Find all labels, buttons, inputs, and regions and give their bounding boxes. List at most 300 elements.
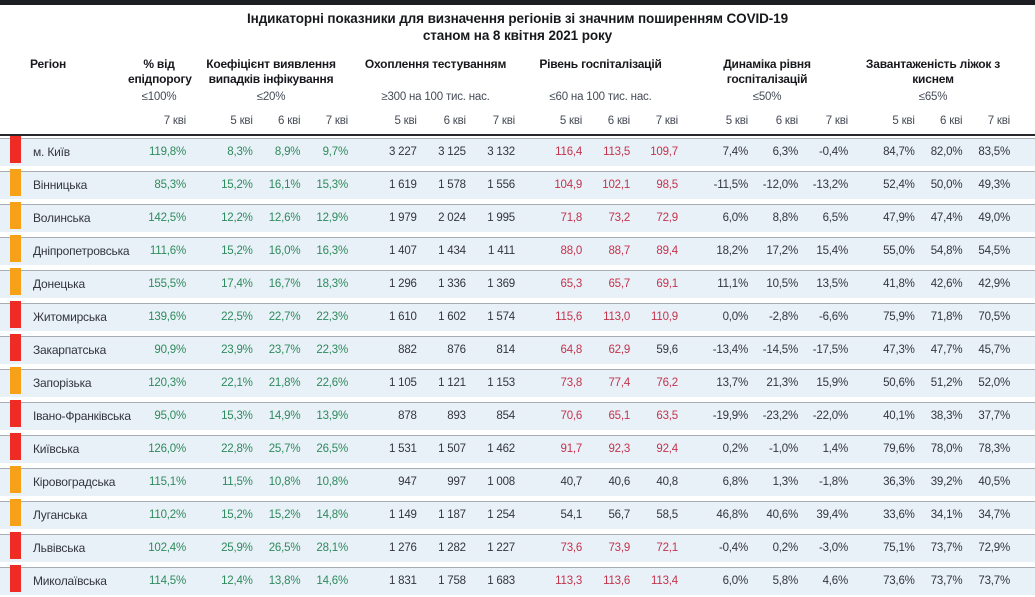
cell-hosp: 113,4 <box>651 575 678 587</box>
cell-test: 882 <box>398 344 417 356</box>
table-row <box>0 303 1035 331</box>
cell-test: 1 276 <box>388 542 417 554</box>
cell-group-coef <box>190 238 352 265</box>
cell-group-hosp <box>519 403 682 430</box>
cell-beds: 79,6% <box>883 443 915 455</box>
cell-group-dyn <box>682 568 852 595</box>
date-subheader-epid: 7 кві <box>163 115 186 127</box>
region-column-header: Регіон <box>30 57 67 71</box>
cell-dyn: 0,2% <box>772 542 798 554</box>
cell-group-test <box>352 304 519 331</box>
cell-epid-threshold-pct: 139,6% <box>148 311 186 323</box>
cell-test: 1 619 <box>388 179 417 191</box>
cell-coef: 12,4% <box>221 575 253 587</box>
indicators-table-body <box>0 134 1035 595</box>
cell-hosp: 65,3 <box>560 278 583 290</box>
cell-test: 1 411 <box>488 245 515 257</box>
cell-dyn: 7,4% <box>722 146 748 158</box>
cell-test: 3 227 <box>388 146 417 158</box>
cell-hosp: 91,7 <box>560 443 583 455</box>
cell-beds: 47,4% <box>930 212 963 224</box>
cell-test: 1 531 <box>388 443 417 455</box>
cell-hosp: 89,4 <box>656 245 678 257</box>
row-status-indicator <box>10 136 21 163</box>
cell-hosp: 72,9 <box>656 212 678 224</box>
cell-dyn: -1,8% <box>818 476 848 488</box>
cell-group-test <box>352 436 519 463</box>
header-dates <box>10 115 1035 127</box>
cell-group-test <box>352 337 519 364</box>
cell-group-coef <box>190 469 352 496</box>
cell-hosp: 92,3 <box>608 443 631 455</box>
table-row <box>0 204 1035 232</box>
cell-coef: 9,7% <box>322 146 348 158</box>
page-title-line1: Індикаторні показники для визначення регіонів зі значним поширенням COVID-19 <box>246 11 788 26</box>
cell-epid-threshold-pct: 114,5% <box>149 575 186 587</box>
header-group-labels <box>10 57 1035 88</box>
cell-dyn: 5,8% <box>772 575 798 587</box>
cell-dyn: 11,1% <box>717 278 748 290</box>
cell-group-coef <box>190 370 352 397</box>
cell-beds: 78,3% <box>978 443 1010 455</box>
cell-dyn: 13,7% <box>716 377 748 389</box>
date-subheader: 7 кві <box>492 115 515 127</box>
cell-hosp: 110,9 <box>651 311 678 323</box>
row-status-indicator <box>10 334 21 361</box>
table-row <box>0 435 1035 463</box>
cell-coef: 8,3% <box>227 146 253 158</box>
cell-hosp: 73,9 <box>608 542 631 554</box>
cell-test: 1 254 <box>487 509 515 521</box>
cell-test: 3 125 <box>438 146 466 158</box>
cell-hosp: 73,8 <box>560 377 583 389</box>
cell-epid-threshold-pct: 110,2% <box>149 509 186 521</box>
cell-coef: 22,7% <box>268 311 301 323</box>
cell-group-beds <box>852 304 1014 331</box>
cell-test: 1 556 <box>487 179 515 191</box>
cell-beds: 50,6% <box>883 377 915 389</box>
cell-group-beds <box>852 436 1014 463</box>
cell-group-dyn <box>682 436 852 463</box>
cell-test: 1 507 <box>438 443 466 455</box>
cell-dyn: 46,8% <box>716 509 748 521</box>
cell-coef: 12,2% <box>221 212 253 224</box>
cell-dyn: 1,4% <box>822 443 848 455</box>
row-status-indicator <box>10 169 21 196</box>
date-subheader: 7 кві <box>655 115 678 127</box>
date-subheader: 6 кві <box>443 115 466 127</box>
cell-coef: 22,6% <box>316 377 348 389</box>
date-subheader: 5 кві <box>559 115 583 127</box>
cell-coef: 12,9% <box>316 212 348 224</box>
cell-test: 3 132 <box>487 146 515 158</box>
row-status-indicator <box>10 565 21 592</box>
cell-group-hosp <box>519 568 682 595</box>
cell-group-hosp <box>519 271 682 298</box>
cell-group-beds <box>852 469 1014 496</box>
cell-dyn: 40,6% <box>766 509 798 521</box>
cell-hosp: 116,4 <box>555 146 583 158</box>
cell-group-coef <box>190 568 352 595</box>
cell-dyn: -11,5% <box>713 179 748 191</box>
cell-group-dyn <box>682 337 852 364</box>
region-name: Київська <box>33 442 80 456</box>
cell-hosp: 40,6 <box>608 476 631 488</box>
cell-group-hosp <box>519 469 682 496</box>
cell-beds: 55,0% <box>883 245 915 257</box>
cell-group-beds <box>852 370 1014 397</box>
column-group-label-test: Охоплення тестуванням <box>364 57 507 71</box>
cell-dyn: 1,3% <box>772 476 798 488</box>
cell-dyn: 39,4% <box>816 509 848 521</box>
cell-test: 1 574 <box>487 311 515 323</box>
cell-group-hosp <box>519 304 682 331</box>
cell-group-dyn <box>682 502 852 529</box>
region-name: Житомирська <box>33 310 107 324</box>
cell-hosp: 113,6 <box>603 575 631 587</box>
cell-beds: 40,1% <box>883 410 915 422</box>
region-name: Закарпатська <box>33 343 107 357</box>
cell-beds: 45,7% <box>978 344 1010 356</box>
cell-hosp: 104,9 <box>554 179 583 191</box>
region-name: Донецька <box>33 277 85 291</box>
cell-hosp: 88,0 <box>560 245 583 257</box>
cell-group-coef <box>190 172 352 199</box>
cell-test: 814 <box>496 344 515 356</box>
cell-beds: 54,5% <box>978 245 1010 257</box>
cell-hosp: 73,6 <box>560 542 583 554</box>
cell-coef: 22,8% <box>221 443 253 455</box>
cell-epid-threshold-pct: 102,4% <box>148 542 186 554</box>
cell-test: 1 602 <box>438 311 466 323</box>
cell-group-beds <box>852 568 1014 595</box>
cell-hosp: 62,9 <box>608 344 631 356</box>
cell-coef: 10,8% <box>268 476 301 488</box>
cell-test: 878 <box>398 410 417 422</box>
cell-group-coef <box>190 304 352 331</box>
cell-epid-threshold-pct: 95,0% <box>154 410 186 422</box>
cell-group-beds <box>852 139 1014 166</box>
cell-beds: 49,3% <box>978 179 1010 191</box>
cell-beds: 54,8% <box>930 245 963 257</box>
cell-dyn: 13,5% <box>816 278 848 290</box>
table-row <box>0 501 1035 529</box>
cell-beds: 83,5% <box>978 146 1010 158</box>
date-subheader: 6 кві <box>940 115 963 127</box>
page-title-line2: станом на 8 квітня 2021 року <box>422 28 613 43</box>
cell-coef: 26,5% <box>316 443 348 455</box>
date-subheaders-beds <box>852 115 1014 127</box>
cell-beds: 73,7% <box>930 542 963 554</box>
cell-dyn: 10,5% <box>766 278 798 290</box>
cell-group-beds <box>852 535 1014 562</box>
cell-beds: 34,7% <box>978 509 1010 521</box>
cell-dyn: 6,3% <box>772 146 798 158</box>
cell-hosp: 71,8 <box>560 212 583 224</box>
cell-group-beds <box>852 238 1014 265</box>
cell-dyn: 18,2% <box>716 245 748 257</box>
cell-coef: 22,3% <box>316 311 348 323</box>
cell-epid-threshold-pct: 155,5% <box>148 278 186 290</box>
cell-coef: 13,8% <box>268 575 301 587</box>
cell-dyn: -17,5% <box>812 344 848 356</box>
header-thresholds <box>10 91 1035 103</box>
cell-hosp: 113,3 <box>555 575 583 587</box>
table-row <box>0 468 1035 496</box>
cell-dyn: 8,8% <box>772 212 798 224</box>
cell-beds: 39,2% <box>930 476 963 488</box>
cell-test: 1 758 <box>438 575 466 587</box>
cell-coef: 13,9% <box>316 410 348 422</box>
cell-test: 1 149 <box>388 509 417 521</box>
cell-group-test <box>352 172 519 199</box>
cell-group-dyn <box>682 304 852 331</box>
cell-dyn: -0,4% <box>818 146 848 158</box>
cell-hosp: 65,1 <box>608 410 631 422</box>
table-row <box>0 534 1035 562</box>
cell-beds: 75,1% <box>883 542 915 554</box>
cell-coef: 12,6% <box>268 212 301 224</box>
cell-beds: 72,9% <box>978 542 1010 554</box>
cell-beds: 36,3% <box>883 476 915 488</box>
date-subheader: 5 кві <box>892 115 915 127</box>
cell-hosp: 92,4 <box>656 443 678 455</box>
cell-test: 854 <box>496 410 515 422</box>
cell-dyn: 21,3% <box>766 377 798 389</box>
table-row <box>0 270 1035 298</box>
cell-dyn: -1,0% <box>768 443 798 455</box>
cell-coef: 18,3% <box>316 278 348 290</box>
cell-group-hosp <box>519 172 682 199</box>
page-title <box>0 10 1035 44</box>
row-status-indicator <box>10 466 21 493</box>
cell-coef: 15,2% <box>221 179 253 191</box>
cell-beds: 37,7% <box>978 410 1010 422</box>
cell-dyn: 15,9% <box>816 377 848 389</box>
cell-group-hosp <box>519 238 682 265</box>
cell-group-coef <box>190 502 352 529</box>
date-subheader: 6 кві <box>278 115 301 127</box>
cell-test: 1 578 <box>438 179 466 191</box>
cell-group-dyn <box>682 271 852 298</box>
date-subheaders-hosp <box>519 115 682 127</box>
cell-beds: 47,9% <box>883 212 915 224</box>
cell-hosp: 59,6 <box>656 344 678 356</box>
cell-dyn: -6,6% <box>818 311 848 323</box>
cell-coef: 8,9% <box>274 146 301 158</box>
cell-dyn: -14,5% <box>762 344 798 356</box>
table-row <box>0 402 1035 430</box>
cell-group-coef <box>190 337 352 364</box>
table-row <box>0 567 1035 595</box>
region-name: Дніпропетровська <box>33 244 130 258</box>
region-name: Кіровоградська <box>33 475 116 489</box>
cell-dyn: -12,0% <box>762 179 798 191</box>
cell-test: 997 <box>447 476 466 488</box>
region-name: Миколаївська <box>33 574 107 588</box>
cell-coef: 15,2% <box>221 245 253 257</box>
cell-beds: 70,5% <box>978 311 1010 323</box>
cell-test: 876 <box>447 344 466 356</box>
cell-group-test <box>352 238 519 265</box>
cell-coef: 28,1% <box>316 542 348 554</box>
region-name: Вінницька <box>33 178 88 192</box>
column-threshold-coef: ≤20% <box>256 91 286 103</box>
cell-dyn: 6,8% <box>722 476 748 488</box>
column-threshold-epid: ≤100% <box>141 91 177 103</box>
cell-beds: 52,0% <box>978 377 1010 389</box>
region-name: Львівська <box>33 541 86 555</box>
cell-group-coef <box>190 403 352 430</box>
cell-dyn: 4,6% <box>822 575 848 587</box>
cell-group-dyn <box>682 535 852 562</box>
cell-test: 1 336 <box>438 278 466 290</box>
cell-group-beds <box>852 172 1014 199</box>
row-status-indicator <box>10 499 21 526</box>
cell-beds: 84,7% <box>883 146 915 158</box>
table-row <box>0 171 1035 199</box>
cell-group-dyn <box>682 370 852 397</box>
cell-test: 1 282 <box>438 542 466 554</box>
cell-dyn: -22,0% <box>812 410 848 422</box>
cell-beds: 73,7% <box>978 575 1010 587</box>
cell-beds: 47,3% <box>883 344 915 356</box>
cell-hosp: 40,7 <box>560 476 583 488</box>
cell-dyn: 0,2% <box>722 443 748 455</box>
cell-dyn: -13,2% <box>812 179 848 191</box>
cell-coef: 26,5% <box>268 542 301 554</box>
row-status-indicator <box>10 268 21 295</box>
table-row <box>0 138 1035 166</box>
cell-dyn: 6,5% <box>822 212 848 224</box>
cell-test: 1 008 <box>487 476 515 488</box>
cell-test: 1 407 <box>388 245 417 257</box>
cell-beds: 42,6% <box>930 278 963 290</box>
cell-group-dyn <box>682 139 852 166</box>
region-name: Івано-Франківська <box>33 409 131 423</box>
date-subheaders-coef <box>190 115 352 127</box>
cell-hosp: 69,1 <box>656 278 678 290</box>
cell-dyn: -2,8% <box>768 311 798 323</box>
cell-hosp: 64,8 <box>560 344 583 356</box>
cell-hosp: 72,1 <box>656 542 678 554</box>
cell-group-beds <box>852 337 1014 364</box>
row-status-indicator <box>10 202 21 229</box>
cell-group-hosp <box>519 436 682 463</box>
row-status-indicator <box>10 367 21 394</box>
cell-epid-threshold-pct: 85,3% <box>154 179 186 191</box>
cell-coef: 22,5% <box>221 311 253 323</box>
cell-test: 1 121 <box>438 377 466 389</box>
cell-beds: 47,7% <box>930 344 963 356</box>
cell-group-coef <box>190 436 352 463</box>
cell-test: 1 227 <box>487 542 515 554</box>
cell-dyn: -19,9% <box>712 410 748 422</box>
cell-group-dyn <box>682 403 852 430</box>
cell-beds: 34,1% <box>930 509 963 521</box>
cell-test: 1 995 <box>487 212 515 224</box>
date-subheader: 7 кві <box>325 115 348 127</box>
cell-coef: 22,1% <box>221 377 253 389</box>
cell-group-beds <box>852 271 1014 298</box>
cell-coef: 16,0% <box>268 245 301 257</box>
cell-dyn: 0,0% <box>722 311 748 323</box>
cell-beds: 38,3% <box>930 410 963 422</box>
date-subheader: 5 кві <box>230 115 253 127</box>
region-name: Волинська <box>33 211 91 225</box>
cell-test: 1 369 <box>487 278 515 290</box>
cell-group-dyn <box>682 238 852 265</box>
cell-hosp: 40,8 <box>656 476 678 488</box>
cell-beds: 42,9% <box>978 278 1010 290</box>
cell-coef: 14,8% <box>316 509 348 521</box>
cell-hosp: 76,2 <box>656 377 678 389</box>
cell-dyn: -13,4% <box>712 344 748 356</box>
cell-beds: 50,0% <box>930 179 963 191</box>
cell-test: 1 187 <box>438 509 466 521</box>
column-threshold-test: ≥300 на 100 тис. нас. <box>381 91 490 103</box>
cell-beds: 78,0% <box>930 443 963 455</box>
table-header <box>0 57 1035 127</box>
cell-group-dyn <box>682 172 852 199</box>
cell-group-hosp <box>519 337 682 364</box>
cell-test: 893 <box>447 410 466 422</box>
cell-beds: 33,6% <box>883 509 915 521</box>
cell-group-test <box>352 568 519 595</box>
cell-hosp: 113,5 <box>603 146 631 158</box>
date-subheader: 6 кві <box>775 115 798 127</box>
date-subheaders-test <box>352 115 519 127</box>
cell-test: 1 462 <box>487 443 515 455</box>
cell-epid-threshold-pct: 90,9% <box>154 344 186 356</box>
cell-coef: 17,4% <box>221 278 253 290</box>
cell-hosp: 58,5 <box>656 509 678 521</box>
cell-coef: 15,2% <box>268 509 301 521</box>
cell-group-test <box>352 403 519 430</box>
cell-hosp: 56,7 <box>608 509 631 521</box>
cell-coef: 10,8% <box>316 476 348 488</box>
cell-group-hosp <box>519 535 682 562</box>
cell-group-test <box>352 205 519 232</box>
cell-hosp: 98,5 <box>656 179 678 191</box>
cell-group-hosp <box>519 370 682 397</box>
cell-hosp: 77,4 <box>608 377 631 389</box>
cell-hosp: 54,1 <box>560 509 583 521</box>
cell-hosp: 109,7 <box>650 146 678 158</box>
cell-beds: 52,4% <box>883 179 915 191</box>
cell-group-coef <box>190 535 352 562</box>
cell-group-beds <box>852 205 1014 232</box>
cell-hosp: 63,5 <box>656 410 678 422</box>
cell-test: 1 153 <box>487 377 515 389</box>
column-group-label-epid: % від епідпорогу <box>128 57 192 86</box>
row-status-indicator <box>10 433 21 460</box>
cell-coef: 11,5% <box>221 476 253 488</box>
cell-epid-threshold-pct: 111,6% <box>149 245 186 257</box>
cell-coef: 14,6% <box>316 575 348 587</box>
cell-test: 947 <box>398 476 417 488</box>
cell-dyn: 15,4% <box>816 245 848 257</box>
cell-beds: 71,8% <box>930 311 963 323</box>
cell-coef: 14,9% <box>268 410 301 422</box>
cell-coef: 15,2% <box>221 509 253 521</box>
cell-dyn: 17,2% <box>766 245 798 257</box>
column-group-label-beds: Завантаженість ліжок з киснем <box>865 57 1001 86</box>
cell-group-dyn <box>682 205 852 232</box>
cell-test: 1 831 <box>388 575 417 587</box>
cell-coef: 21,8% <box>268 377 301 389</box>
column-threshold-dyn: ≤50% <box>752 91 782 103</box>
